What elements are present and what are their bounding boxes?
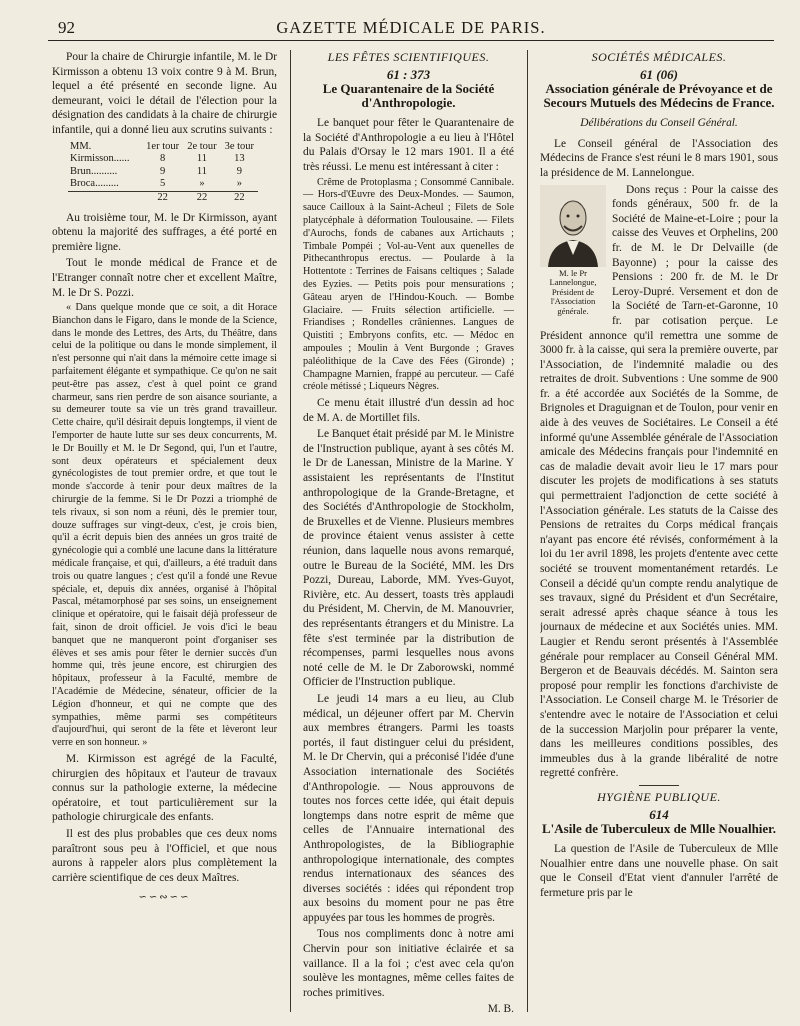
page-number: 92: [58, 18, 75, 37]
paragraph: Il est des plus probables que ces deux noms paraîtront sous peu à l'Officiel, et que nous aurons à rappeler alors plus complètement la carrière scientifique de ces deux Maîtres.: [52, 827, 277, 884]
vote-cell: 13: [234, 153, 245, 165]
vote-header: MM.: [70, 140, 92, 152]
ornament-divider: ∽∽∾∽∽: [138, 892, 191, 904]
article-title: Association générale de Prévoyance et de Secours Mutuels des Médecins de France.: [543, 81, 775, 111]
vote-cell: 11: [196, 165, 207, 177]
vote-cell: Kirmisson......: [70, 153, 130, 165]
article-title: L'Asile de Tuberculeux de Mlle Noualhier.: [541, 821, 777, 837]
article-title: Le Quarantenaire de la Société d'Anthropologie.: [322, 81, 495, 111]
portrait-caption: M. le Pr Lannelongue, Président de l'Association générale.: [549, 267, 597, 316]
vote-table: [68, 141, 277, 205]
table-row: [68, 166, 258, 179]
article-number: 61 : 373: [386, 66, 431, 82]
vote-cell: 9: [236, 165, 242, 177]
column-rule-2: [527, 50, 528, 1012]
paragraph: Le Banquet était présidé par M. le Ministre de l'Instruction publique, ayant à ses côtés M. le Dr de Lanessan, Ministre de la Marine. Y assistaient les représentants de l'Institut anthropologique de la Grande-Bretagne, et des Sociétés d'Anthropologie de Stockholm, de Bruxelles et de Vienne. Plusieurs membres de province étaient venus assister à cette réunion, dans laquelle nous avons remarqué, outre le Bureau de la Société, MM. les Drs Pozzi, Dureau, Laborde, MM. Yves-Guyot, Rivière, etc. Au dessert, toasts très applaudi du Président, M. Chervin, de M. Manouvrier, des représentants étrangers et du Ministre. La fête s'est terminée par la distribution de récompenses, parmi lesquelles nous avons noté celle de M. le Dr Zaborowski, nommé Officier de l'Instruction publique.: [303, 428, 514, 689]
article-number: 614: [649, 806, 669, 822]
menu-text: Crême de Protoplasma ; Consommé Cannibale. — Hors-d'Œuvre des Deux-Mondes. — Saumon, sauce Cailloux à la Saint-Acheul ; Filets de Sole platycéphale à déformation Toulousaine. — Filets d'Aurochs, fonds de cabanes aux Artichauts ; Timbale Pompéi ; Vol-au-Vent aux quenelles de Pithecanthropus erectus. — Poularde à la Hottentote : Terrines de Faisans celtiques ; Salade des Eyzies. — Petits pois pour mensurations ; Gâteau aryen de l'Hindou-Kouch. — Bombe Glaciaire. — Fruits sélection artificielle. — Friandises ; Rondelles crâniennes. Langues de Quistiti ; Embryons confits, etc. — Médoc en ampoules ; Moulin à Vent Burgonde ; Graves paléolithique de la Cave des Fées (Gironde) ; Champagne Marnien, frappé au percuteur. — Café créole métissé ; Liqueurs Nègres.: [303, 176, 514, 393]
paragraph: Dons reçus : Pour la caisse des fonds généraux, 500 fr. de la Société de Maine-et-Loire ; pour la caisse des Veuves et Orphelins, 200 fr. de M. le Dr Delvaille (de Bayonne) ; pour la caisse des Pensions : 200 fr. de M. le Dr Leroy-Dupré. Versement et don de la Société de Tarn-et-Garonne, 10 fr. par cotisation perçue. Le Président annonce qu'il remettra une somme de 3000 fr. à la caisse, qui sera la première ouverte, par l'Association, de l'indemnité maladie ou des retraites de droit. Subventions : Une somme de 900 fr. a été accordée aux Sociétés de la Somme, de Brignoles et Draguignan et de Toulon, pour venir en aide à des veuves de Sociétaires. Le Conseil a été informé qu'une Assemblée générale de l'Association amicale des Médecins français pour l'indemnité en cas de maladie devait avoir lieu le 17 mars pour discuter les projets de modifications à ses statuts qui permettraient l'adjonction de cette société à l'Association générale. Les statuts de la Caisse des Pensions de retraites du Corps médical français n'ayant pas encore été révisés, conformément à la loi du 1er avril 1898, les projets d'entente avec cette société se trouvent momentanément retardés. Le Conseil a décidé qu'un compte rendu analytique de ses travaux, signé du Président et d'un Secrétaire, serait adressé après chaque séance à tous les journaux de médecine et aux Sociétés unies. MM. Laugier et Rendu seront présentés à l'Assemblée générale pour remplacer au Conseil Général MM. Bergeron et de Beauvais décédés. M. Sainton sera proposé pour remplir les fonctions d'archiviste de l'Association. Le Conseil charge M. le Trésorier de s'entendre avec le notaire de l'Association et celui de la succession Marjolin pour préparer la vente, dans les meilleures conditions possibles, des immeubles dus à la grande libéralité de notre regretté confrère.: [540, 183, 778, 780]
article-number: 61 (06): [640, 66, 678, 82]
table-row: [68, 191, 258, 204]
portrait-figure: [540, 185, 606, 317]
vote-cell: 9: [160, 165, 166, 177]
vote-cell: 11: [196, 153, 207, 165]
table-row: [68, 178, 258, 191]
article-subtitle: Délibérations du Conseil Général.: [580, 117, 738, 130]
column-1: [52, 50, 277, 1012]
journal-title: GAZETTE MÉDICALE DE PARIS.: [276, 18, 546, 37]
table-row: [68, 153, 258, 166]
vote-cell: 8: [160, 153, 166, 165]
paragraph: Au troisième tour, M. le Dr Kirmisson, ayant obtenu la majorité des suffrages, a été porté en première ligne.: [52, 211, 277, 253]
column-rule-1: [290, 50, 291, 1012]
vote-cell: [68, 191, 142, 204]
paragraph: M. Kirmisson est agrégé de la Faculté, chirurgien des hôpitaux et l'auteur de travaux connus sur la pathologie externe, la médecine opératoire, et tout particulièrement sur la pathologie chirurgicale des enfants.: [52, 752, 277, 824]
paragraph: Pour la chaire de Chirurgie infantile, M. le Dr Kirmisson a obtenu 13 voix contre 9 à M. Brun, lequel a été présenté en seconde ligne. Au demeurant, voici le détail de l'élection pour la désignation des candidats à la chaire de chirurgie infantile, qui a donné lieu aux scrutins suivants :: [52, 51, 277, 136]
section-heading: LES FÊTES SCIENTIFIQUES.: [327, 50, 490, 64]
vote-cell: 22: [157, 191, 168, 203]
column-2: [303, 50, 514, 1012]
column-3: [540, 50, 778, 1012]
paragraph: Ce menu était illustré d'un dessin ad hoc de M. A. de Mortillet fils.: [303, 397, 514, 424]
divider: [639, 785, 679, 786]
vote-cell: Brun..........: [70, 165, 118, 177]
signature: M. B.: [487, 1003, 514, 1012]
paragraph: La question de l'Asile de Tuberculeux de Mlle Noualhier entre dans une nouvelle phase. On sait que le Conseil d'Etat vient d'annuler l'arrêté de fermeture pris par le: [540, 843, 778, 899]
vote-header: 3e tour: [224, 140, 255, 152]
paragraph: Le Conseil général de l'Association des Médecins de France s'est réuni le 8 mars 1901, sous la présidence de M. Lannelongue.: [540, 137, 778, 179]
quotation: « Dans quelque monde que ce soit, a dit Horace Bianchon dans le Figaro, dans le monde de la Science, dans le monde des Lettres, des Arts, du Théâtre, dans celui de la politique ou dans le monde simplement, il n'est personne qui n'ait dans la mémoire cette image si parfaitement élégante et sympathique. Ce qu'on ne sait peut-être pas assez, c'est à quel point ce grand charmeur, sans rien perdre de son aisance souriante, a su demeurer toute sa vie un très grand travailleur. Cette chaire, qu'il désirait depuis longtemps, il vient de l'emporter de haute lutte sur ses deux concurrents, M. le Dr Bouilly et M. le Dr Segond, qui, l'un et l'autre, sont deux opérateurs et spécialement deux gynécologistes de tout premier ordre, et que tout le monde s'accorde à tenir pour deux maîtres de la chirurgie de la femme. Si le Dr Pozzi a triomphé de tels rivaux, si son nom a réuni, dès le premier tour, douze suffrages sur vingt-deux, c'est, je crois bien, qu'il a écrit depuis bien des années un gros traité de gynécologie qui a comblé une lacune dans la littérature médicale française, et qui, d'ailleurs, a été traduit dans trois ou quatre langues ; c'est qu'il a fondé une Revue spéciale, et, depuis dix années, organisé à l'hôpital Pascal, métamorphosé par ses soins, un enseignement clinique et opératoire, qui le faisait déjà professeur de fait, sinon de droit officiel. Je vois d'ici le beau banquet que ne manqueront point d'organiser ses élèves et ses amis pour fêter le dernier succès d'un homme qui, très jeune encore, est chirurgien des hôpitaux, professeur à la Faculté, membre de l'Académie de Médecine, sénateur, officier de la Légion d'honneur, et qui ne compte que des sympathies, même parmi ses compétiteurs d'aujourd'hui, qui seront de la fête et lèveront leur verre en son honneur. »: [52, 302, 277, 749]
vote-cell: »: [199, 178, 205, 190]
page-header: [48, 16, 774, 41]
vote-cell: Broca.........: [70, 178, 119, 190]
vote-cell: »: [236, 178, 242, 190]
vote-cell: 22: [196, 191, 208, 203]
portrait-icon: [540, 185, 606, 267]
vote-header: 1er tour: [146, 140, 180, 152]
paragraph: Le banquet pour fêter le Quarantenaire de la Société d'Anthropologie a eu lieu à l'Hôtel du Palais d'Orsay le 12 mars 1901. Il a été très réussi. Le menu est intéressant à citer :: [303, 117, 514, 173]
paragraph: Tous nos compliments donc à notre ami Chervin pour son initiative éclairée et sa vaillance. Il a la foi ; c'est avec cela qu'on soulève les montagnes, même celles faites de roches primitives.: [303, 928, 514, 999]
vote-cell: 5: [160, 178, 166, 190]
paragraph: Le jeudi 14 mars a eu lieu, au Club médical, un déjeuner offert par M. Chervin aux membres étrangers. Parmi les toasts portés, il faut distinguer celui du président, M. le Dr Chervin, qui a préconisé l'idée d'une Association internationale des Sociétés d'Anthropologie. — Nous approuvons de toutes nos forces cette idée, qui était depuis longtemps dans notre esprit de même que celles de l'Annuaire international des Anthropologistes, de la Bibliographie anthropologique internationale, des comptes rendus internationaux des séances des diverses sociétés : idées qui répondent trop aux besoins du moment pour ne pas être appuyées par tous les hommes de progrès.: [303, 692, 514, 924]
vote-cell: 22: [234, 191, 245, 203]
section-heading: HYGIÈNE PUBLIQUE.: [597, 789, 721, 804]
section-heading: SOCIÉTÉS MÉDICALES.: [591, 50, 727, 64]
paragraph: Tout le monde médical de France et de l'Etranger connaît notre cher et excellent Maître, M. le Dr S. Pozzi.: [52, 257, 277, 299]
vote-header: 2e tour: [187, 140, 217, 152]
